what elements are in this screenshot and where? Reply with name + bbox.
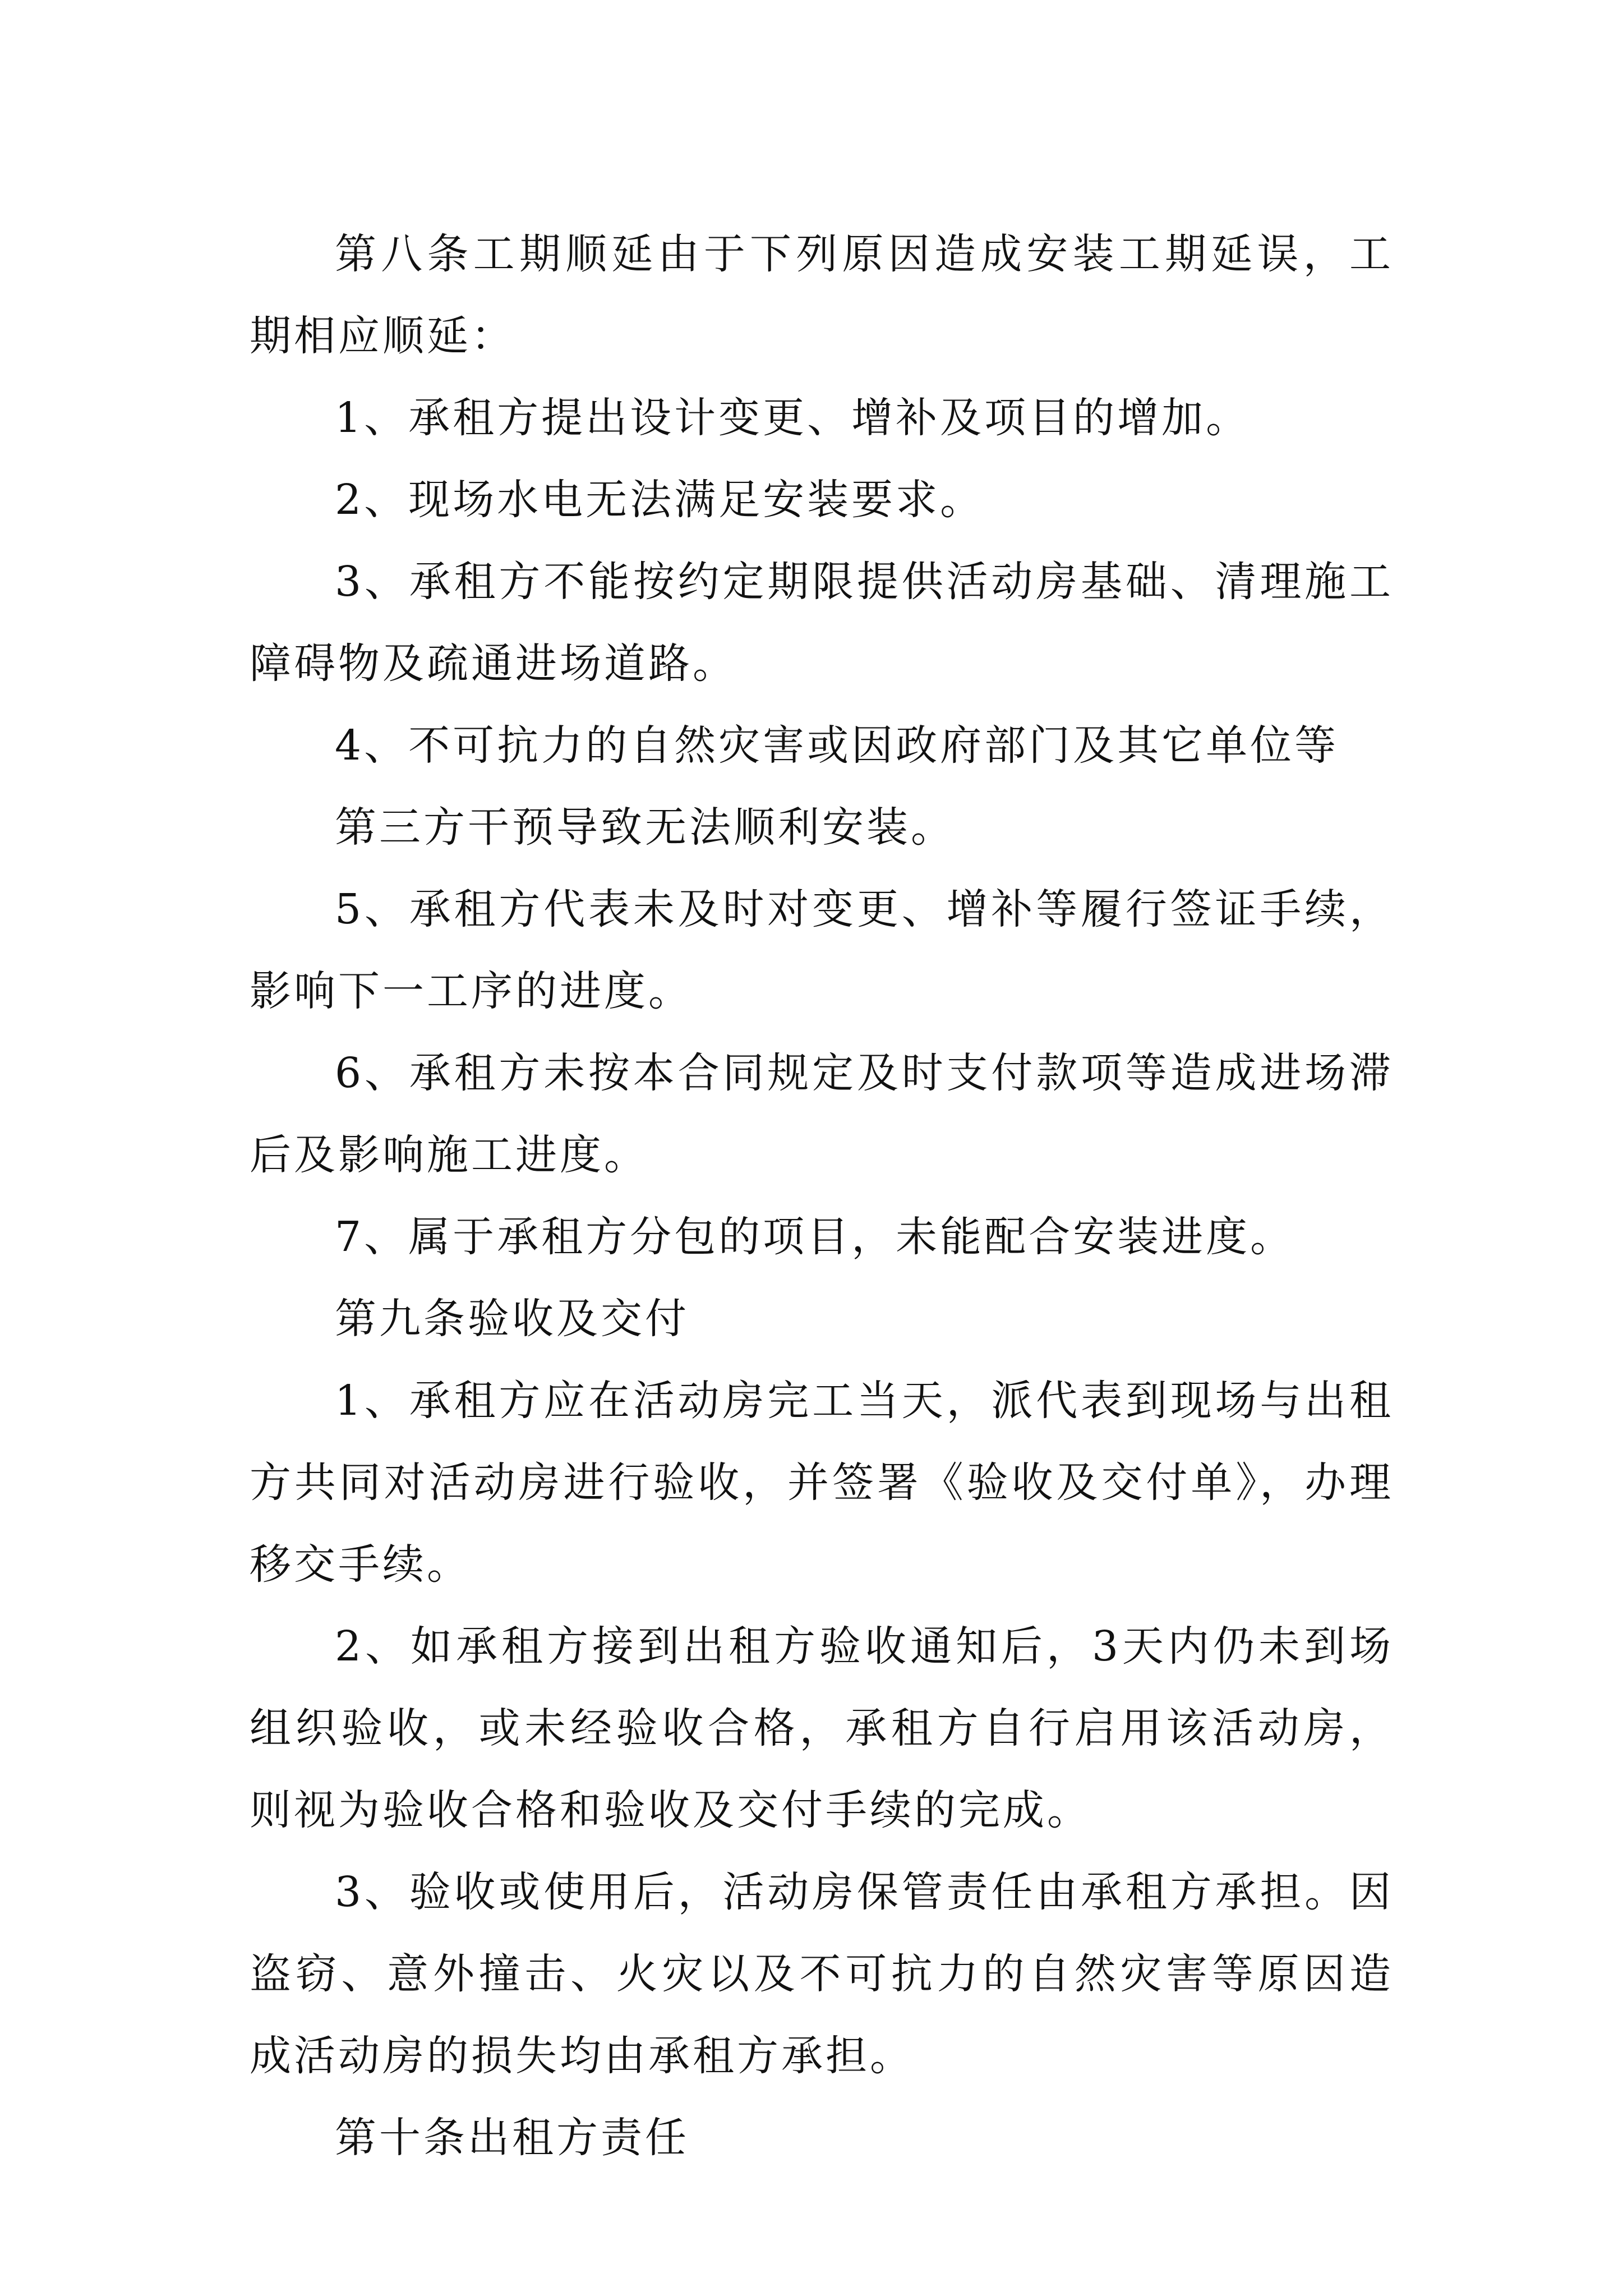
clause-item-6: 6、承租方未按本合同规定及时支付款项等造成进场滞后及影响施工进度。 [250, 1049, 1394, 1179]
clause-item-4: 4、不可抗力的自然灾害或因政府部门及其它单位等 [335, 721, 1339, 770]
clause-item-3: 3、承租方不能按约定期限提供活动房基础、清理施工障碍物及疏通进场道路。 [250, 558, 1394, 688]
acceptance-item-3: 3、验收或使用后，活动房保管责任由承租方承担。因盗窃、意外撞击、火灾以及不可抗力的自然灾害等原因造成活动房的损失均由承租方承担。 [250, 1868, 1394, 2080]
clause-item-7: 7、属于承租方分包的项目，未能配合安装进度。 [335, 1213, 1295, 1261]
clause-item-5: 5、承租方代表未及时对变更、增补等履行签证手续，影响下一工序的进度。 [250, 885, 1394, 1015]
article-9-heading: 第九条验收及交付 [335, 1295, 689, 1343]
clause-item-1: 1、承租方提出设计变更、增补及项目的增加。 [335, 394, 1251, 442]
clause-item-4-continued: 第三方干预导致无法顺利安装。 [335, 803, 955, 852]
clause-item-2: 2、现场水电无法满足安装要求。 [335, 476, 985, 524]
document-body [250, 213, 1394, 2179]
article-10-heading: 第十条出租方责任 [335, 2114, 689, 2162]
acceptance-item-2: 2、如承租方接到出租方验收通知后，3天内仍未到场组织验收，或未经验收合格，承租方自行启用该活动房，则视为验收合格和验收及交付手续的完成。 [250, 1622, 1394, 1834]
article-8-heading: 第八条工期顺延由于下列原因造成安装工期延误，工期相应顺延： [250, 230, 1394, 360]
acceptance-item-1: 1、承租方应在活动房完工当天，派代表到现场与出租方共同对活动房进行验收，并签署《验收及交付单》，办理移交手续。 [250, 1377, 1394, 1589]
